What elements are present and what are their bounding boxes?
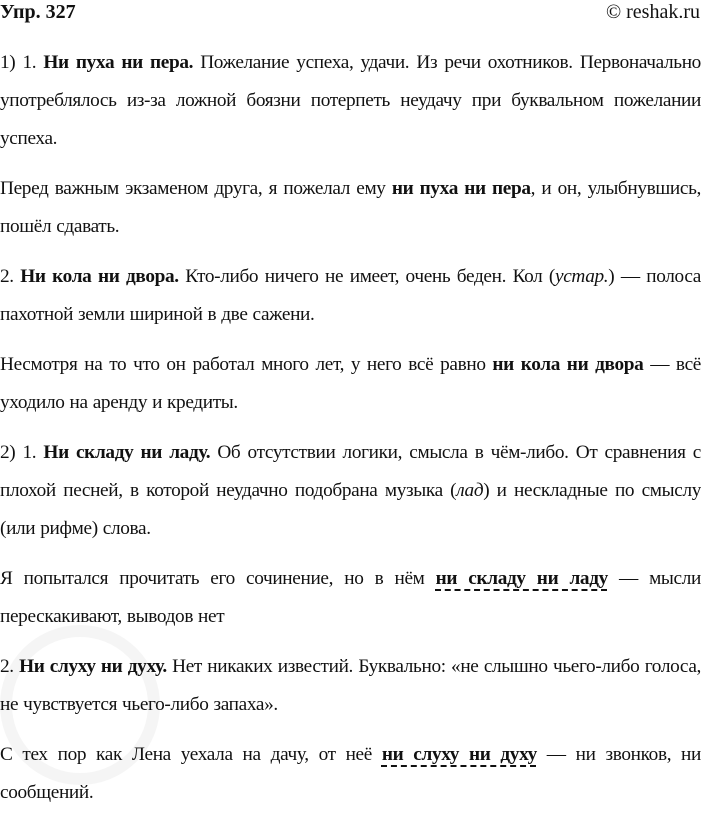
- idiom-definition: [0, 258, 701, 334]
- copyright: © reshak.ru: [605, 1, 700, 23]
- idiom: ни пуха ни пера: [391, 178, 531, 199]
- header: [0, 0, 701, 26]
- example-sentence: [0, 346, 701, 422]
- definition: Об отсутствии логики, смысла в чём-либо. От сравнения с плохой песней, в которой неудачно подобрана музыка (: [0, 442, 701, 501]
- idiom-definition: [0, 648, 701, 724]
- idiom-underlined: ни складу ни ладу: [435, 568, 608, 589]
- idiom: Ни пуха ни пера.: [43, 52, 194, 73]
- item-number: 2.: [0, 656, 20, 677]
- idiom: Ни слуху ни духу.: [19, 656, 167, 677]
- definition: Нет никаких известий. Буквально: «не слышно чьего-либо голоса, не чувствуется чьего-либо запаха».: [0, 656, 701, 715]
- idiom: ни кола ни двора: [492, 354, 644, 375]
- text: — ни звонков, ни сообщений.: [0, 744, 701, 803]
- text: — мысли перескакивают, выводов нет: [0, 568, 701, 627]
- idiom-underlined: ни слуху ни духу: [381, 744, 537, 765]
- italic-note: устар.: [555, 266, 609, 287]
- idiom-definition: [0, 434, 701, 548]
- item-number: 2) 1.: [0, 442, 44, 463]
- example-sentence: [0, 736, 701, 812]
- example-sentence: [0, 560, 701, 636]
- text: Перед важным экзаменом друга, я пожелал ему: [0, 178, 392, 199]
- idiom-definition: [0, 44, 701, 158]
- italic-note: лад: [456, 480, 484, 501]
- example-sentence: [0, 170, 701, 246]
- definition: Пожелание успеха, удачи. Из речи охотников. Первоначально употреблялось из-за ложной боязни потерпеть неудачу при буквальном пожелании успеха.: [0, 52, 701, 149]
- idiom: Ни складу ни ладу.: [43, 442, 211, 463]
- definition: ) — полоса пахотной земли шириной в две сажени.: [0, 266, 701, 325]
- text: Несмотря на то что он работал много лет, у него всё равно: [0, 354, 493, 375]
- definition: ) и нескладные по смыслу (или рифме) слова.: [0, 480, 701, 539]
- exercise-title: Упр. 327: [0, 1, 76, 23]
- definition: Кто-либо ничего не имеет, очень беден. Кол (: [178, 266, 555, 287]
- text: Я попытался прочитать его сочинение, но в нём: [0, 568, 436, 589]
- item-number: 1) 1.: [0, 52, 44, 73]
- text: С тех пор как Лена уехала на дачу, от неё: [0, 744, 382, 765]
- text: — всё уходило на аренду и кредиты.: [0, 354, 701, 413]
- idiom: Ни кола ни двора.: [20, 266, 179, 287]
- item-number: 2.: [0, 266, 21, 287]
- document-body: [0, 44, 701, 824]
- text: , и он, улыбнувшись, пошёл сдавать.: [0, 178, 701, 237]
